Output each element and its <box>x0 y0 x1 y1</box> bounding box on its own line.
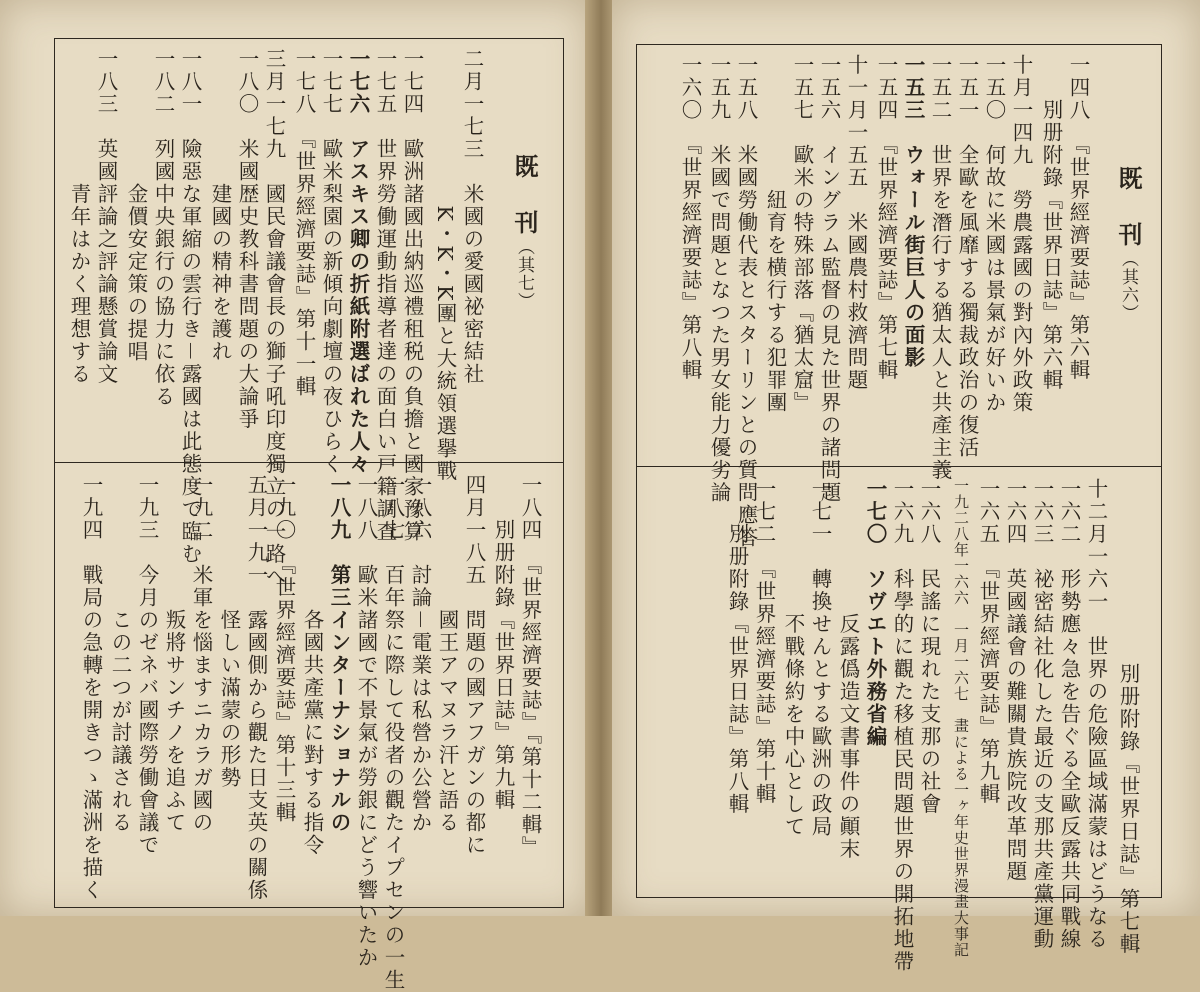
right-top-panel <box>642 54 1154 549</box>
right-bottom-col-11: 反露僞造文書事件の顚末 <box>836 478 860 861</box>
right-bottom-col-3: 一六二 形勢應々急を告ぐる全歐反露共同戰線 <box>1057 478 1081 951</box>
left-top-col-14: 一八三 英國評論之評論懸賞論文 <box>94 48 118 386</box>
left-top-col-9: 一八〇 米國歴史教科書問題の大論爭 <box>235 48 259 431</box>
right-top-col-11: 一五七 歐米の特殊部落『猶太窟』 <box>790 54 814 414</box>
left-bottom-col-6: 一八七 百年祭に際して役者の觀たイプセンの一生 <box>381 474 405 992</box>
left-top-col-1: 二月一七三 米國の愛國祕密結社 <box>460 48 484 386</box>
left-top-col-2: K・K・K團と大統領選擧戰 <box>433 48 457 483</box>
left-top-heading-sub: （其七） <box>514 238 534 310</box>
left-top-col-11: 一八一 險惡な軍縮の雲行き－露國は此態度で臨む <box>178 48 202 566</box>
left-bottom-col-8: 一八九 第三インターナショナルの <box>327 474 351 834</box>
left-top-panel <box>60 48 556 588</box>
left-bottom-col-12: 怪しい滿蒙の形勢 <box>217 474 241 789</box>
right-bottom-col-13: 不戰條約を中心として <box>781 478 805 838</box>
right-top-col-6: 一五二 世界を潛行する猶太人と共產主義 <box>928 54 952 482</box>
left-bottom-col-9: 各國共產黨に對する指令 <box>300 474 324 857</box>
left-top-col-4: 一七五 世界勞働運動指導者達の面白い戸籍調査 <box>373 48 397 543</box>
left-bottom-col-13: 一九二 米軍を惱ますニカラガ國の <box>189 474 213 834</box>
left-top-col-12: 一八二 列國中央銀行の協力に依る <box>151 48 175 408</box>
left-page <box>0 0 590 992</box>
left-bottom-col-7: 一八八 歐米諸國で不景氣が勞銀にどう響いたか <box>354 474 378 969</box>
left-bottom-col-14: 叛將サンチノを追ふて <box>162 474 186 834</box>
right-top-col-5: 一五一 全歐を風靡する獨裁政治の復活 <box>955 54 979 459</box>
left-top-col-5: 一七六 アスキス卿の折紙附選ばれた人々 <box>346 48 370 476</box>
right-top-col-8: 一五四 『世界經濟要誌』第七輯 <box>874 54 898 382</box>
left-top-heading-text: 既 刊 <box>510 154 539 238</box>
right-top-col-3: 十月一四九 勞農露國の對內外政策 <box>1009 54 1033 414</box>
right-bottom-col-4: 一六三 祕密結社化した最近の支那共產黨運動 <box>1030 478 1054 951</box>
left-top-heading <box>507 154 542 310</box>
left-page-divider <box>54 462 564 463</box>
left-bottom-col-17: 一九四 戰局の急轉を開きつゝ滿洲を描く <box>79 474 103 902</box>
left-bottom-col-1: 一八四 『世界經濟要誌』『第十二輯』 <box>518 474 542 859</box>
right-page <box>612 0 1200 973</box>
right-bottom-panel <box>642 478 1154 973</box>
right-bottom-col-15: 別册附錄『世界日誌』第八輯 <box>725 478 749 816</box>
right-bottom-col-5: 一六四 英國議會の難關貴族院改革問題 <box>1003 478 1027 883</box>
right-top-col-12: 紐育を横行する犯罪團 <box>763 54 787 414</box>
right-top-col-14: 一五九 米國で問題となつた男女能力優劣論 <box>707 54 731 504</box>
right-bottom-col-7: 一九二八年一六六 一月一六七 畫による一ヶ年史世界漫畫大事記 <box>952 478 970 958</box>
right-bottom-col-2: 十二月一六一 世界の危險區域滿蒙はどうなる <box>1084 478 1108 951</box>
left-bottom-col-16: この二つが討議される <box>108 474 132 834</box>
left-top-col-7: 一七八 『世界經濟要誌』第十一輯 <box>292 48 316 398</box>
left-bottom-col-15: 一九三 今月のゼネバ國際勞働會議で <box>135 474 159 857</box>
right-top-col-13: 一五八 米國勞働代表とスターリンとの質問應答 <box>734 54 758 549</box>
left-top-col-13: 金價安定策の提唱 <box>124 48 148 363</box>
left-bottom-col-10: 一九〇 『世界經濟要誌』第十三輯 <box>272 474 296 824</box>
right-top-heading-sub: （其六） <box>1118 250 1138 322</box>
left-bottom-col-5: 一八六 討論－電業は私營か公營か <box>408 474 432 834</box>
right-top-col-1: 一四八 『世界經濟要誌』第六輯 <box>1066 54 1090 382</box>
right-top-col-15: 一六〇 『世界經濟要誌』第八輯 <box>678 54 702 382</box>
left-top-col-3: 一七四 歐洲諸國出納巡禮租税の負擔と國家豫算 <box>400 48 424 543</box>
right-top-heading-text: 既 刊 <box>1114 166 1143 250</box>
right-bottom-col-8: 一六八 民謠に現れた支那の社會 <box>917 478 941 816</box>
left-bottom-col-2: 別册附錄『世界日誌』第九輯 <box>491 474 515 812</box>
right-top-col-4: 一五〇 何故に米國は景氣が好いか <box>982 54 1006 414</box>
left-top-col-8: 三月一七九 國民會議會長の獅子吼印度獨立の一路へ <box>262 48 286 588</box>
left-top-col-15: 青年はかく理想する <box>67 48 91 386</box>
right-top-col-2: 別册附錄『世界日誌』第六輯 <box>1039 54 1063 392</box>
left-bottom-panel <box>60 474 556 992</box>
left-top-col-6: 一七七 歐米梨園の新傾向劇壇の夜ひらく <box>319 48 343 476</box>
right-bottom-col-1: 別册附錄『世界日誌』第七輯 <box>1116 618 1140 956</box>
right-top-heading <box>1111 166 1146 322</box>
right-top-col-9: 十一月一五五 米國農村救濟問題 <box>844 54 868 392</box>
right-bottom-col-14: 一七二 『世界經濟要誌』第十輯 <box>752 478 776 806</box>
left-bottom-col-3: 四月一八五 問題の國アフガンの都に <box>462 474 486 857</box>
right-bottom-col-12: 一七一 轉換せんとする歐洲の政局 <box>808 478 832 838</box>
right-bottom-col-9: 一六九 科學的に觀た移植民問題世界の開拓地帶 <box>890 478 914 973</box>
right-bottom-col-6: 一六五 『世界經濟要誌』第九輯 <box>976 478 1000 806</box>
right-top-col-7: 一五三 ウォール街巨人の面影 <box>901 54 925 369</box>
left-top-col-10: 建國の精神を護れ <box>208 48 232 363</box>
right-top-col-10: 一五六 イングラム監督の見た世界の諸問題 <box>817 54 841 504</box>
left-bottom-col-11: 五月一九一 露國側から觀た日支英の關係 <box>244 474 268 902</box>
right-bottom-col-10: 一七〇 ソヴエト外務省編 <box>863 478 887 748</box>
left-bottom-col-4: 國王アマヌラ汗と語る <box>435 474 459 834</box>
